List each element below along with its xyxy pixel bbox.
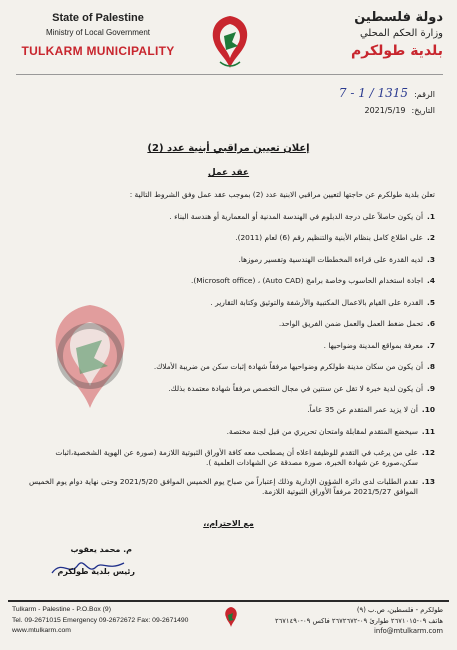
header-arabic [293, 10, 443, 59]
announcement-title: إعلان تعيين مراقبي أبنية عدد (2) [147, 143, 310, 154]
list-item: 13. تقدم الطلبات لدى دائرة الشؤون الإدارية وذلك إعتباراً من صباح يوم الخميس الموافق 2021/5/20 وحتى نهاية دوام يوم الخميس الموافق 2021/5/27 مرفقاً الأوراق الثبوتية اللازمة. [28, 477, 435, 497]
ref-number-value: 1315 / 1 - 7 [338, 86, 409, 100]
ref-number-label: الرقم: [414, 90, 435, 99]
header-state: State of Palestine [52, 12, 144, 24]
footer-divider [8, 600, 449, 602]
footer-website-link[interactable]: www.mtulkarm.com [12, 627, 71, 635]
reference-block [235, 86, 435, 121]
header-municipality-ar: بلدية طولكرم [350, 43, 443, 59]
list-item: 1. أن يكون حاصلاً على درجة الدبلوم في الهندسة المدنية أو المعمارية أو هندسة البناء . [169, 212, 435, 221]
signatory-title: رئيس بلدية طولكرم [57, 567, 135, 576]
watermark-logo-icon [40, 300, 140, 415]
list-item: 9. أن يكون لدية خبرة لا تقل عن سنتين في مجال التخصص مرفقاً شهادة معتمدة بذلك. [168, 383, 435, 393]
list-item: 6. تحمل ضغط العمل والعمل ضمن الفريق الواحد. [278, 319, 435, 329]
list-item: 10. أن لا يزيد عمر المتقدم عن 35 عاماً. [307, 405, 435, 415]
header-ministry: Ministry of Local Government [45, 28, 151, 37]
list-item: 11. سيخضع المتقدم لمقابلة وامتحان تحريري من قبل لجنة مختصة. [226, 426, 435, 436]
footer-arabic [275, 605, 443, 637]
footer-email-link[interactable]: info@mtulkarm.com [374, 627, 443, 636]
list-item: 7. معرفة بمواقع المدينة وضواحيها . [323, 340, 435, 350]
ref-date-value: 2021/5/19 [364, 106, 406, 115]
header-divider [16, 74, 443, 75]
header-municipality: TULKARM MUNICIPALITY [21, 44, 175, 58]
list-item: 5. القدرة على القيام بالاعمال المكتبية والأرشفة والتوثيق وكتابة التقارير . [210, 297, 435, 307]
list-item: 3. لديه القدرة على قراءة المخططات الهندسية وتفسير رموزها. [238, 254, 435, 264]
header-state-ar: دولة فلسطين [354, 10, 443, 25]
header-english [18, 12, 178, 58]
intro-paragraph: تعلن بلدية طولكرم عن حاجتها لتعيين مراقبي الابنية عدد (2) بموجب عقد عمل وفق الشروط التالية : [129, 190, 435, 199]
signatory-name: م. محمد يعقوب [70, 545, 132, 554]
footer-logo-icon [223, 606, 239, 628]
closing-greeting: مع الاحترام،، [203, 519, 254, 528]
footer-english [12, 605, 188, 637]
header-ministry-ar: وزارة الحكم المحلي [359, 28, 443, 39]
list-item: 12. على من يرغب في التقدم للوظيفة اعلاه أن يصطحب معه كافة الأوراق الثبوتية اللازمة (صورة عن الهوية الشخصية،اثبات سكن،صورة عن شهادة الخبرة، صورة مصدقة عن الشهادات العلمية ). [55, 448, 435, 468]
list-item: 8. أن يكون من سكان مدينة طولكرم وضواحيها مرفقاً شهادة إثبات سكن من ضريبة الأملاك. [153, 362, 435, 372]
list-item: 4. اجادة استخدام الحاسوب وخاصة برامج (Auto CAD) ، (Microsoft office). [190, 276, 435, 286]
municipality-logo-icon [206, 12, 254, 72]
announcement-subtitle: عقد عمل [207, 168, 250, 178]
footer-phones: Tel. 09-2671015 Emergency 09-2672672 Fax: 09-2671490 [12, 616, 189, 624]
footer-phones-ar: هاتف ٠٩-٢٦٧١٠١٥ طوارئ ٠٩-٢٦٧٢٦٧٢ فاكس ٠٩-٢٦٧١٤٩٠ [274, 616, 443, 625]
footer-address-ar: طولكرم - فلسطين، ص.ب (٩) [356, 606, 443, 614]
ref-date-label: التاريخ: [411, 106, 435, 115]
list-item: 2. على اطلاع كامل بنظام الأبنية والتنظيم رقم (6) لعام (2011). [235, 233, 435, 243]
footer-address: Tulkarm - Palestine - P.O.Box (9) [12, 606, 111, 613]
